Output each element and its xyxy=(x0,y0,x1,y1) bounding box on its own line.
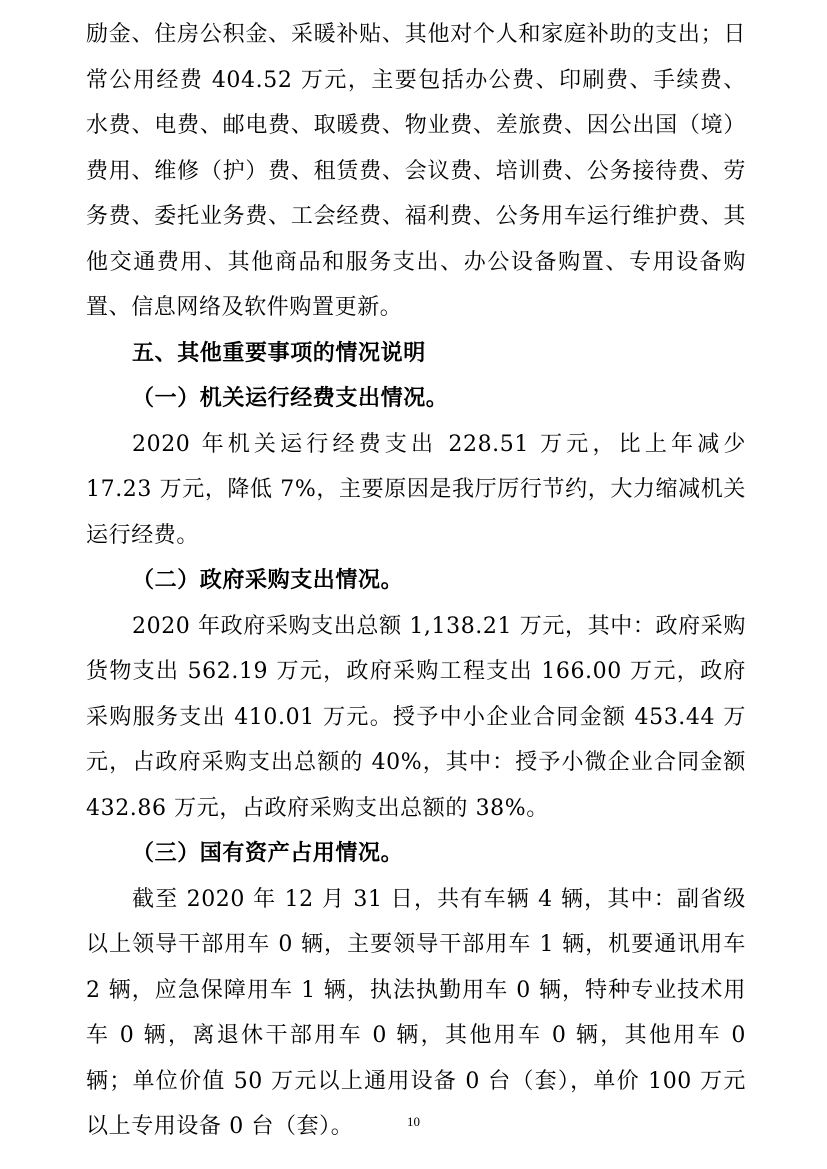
subsection-one-heading: （一）机关运行经费支出情况。 xyxy=(132,385,449,411)
subsection-two-heading: （二）政府采购支出情况。 xyxy=(132,567,404,593)
subsection-three-heading: （三）国有资产占用情况。 xyxy=(132,840,404,866)
subsection-three-paragraph: 截至 2020 年 12 月 31 日，共有车辆 4 辆，其中：副省级以上领导干部用车 0 辆，主要领导干部用车 1 辆，机要通讯用车 2 辆，应急保障用车 1 辆，执法执勤用车 0 辆，特种专业技术用车 0 辆，离退休干部用车 0 辆，其他用车 0 辆，其他用车 0 辆；单位价值 50 万元以上通用设备 0 台（套），单价 100 万元以上专用设备 0 台（套）。 xyxy=(86,886,746,1139)
page-number: 10 xyxy=(407,1114,420,1129)
continued-paragraph: 励金、住房公积金、采暖补贴、其他对个人和家庭补助的支出；日常公用经费 404.52 万元，主要包括办公费、印刷费、手续费、水费、电费、邮电费、取暖费、物业费、差旅费、因公出国（境）费用、维修（护）费、租赁费、会议费、培训费、公务接待费、劳务费、委托业务费、工会经费、福利费、公务用车运行维护费、其他交通费用、其他商品和服务支出、办公设备购置、专用设备购置、信息网络及软件购置更新。 xyxy=(86,22,746,320)
subsection-one-paragraph: 2020 年机关运行经费支出 228.51 万元，比上年减少 17.23 万元，降低 7%，主要原因是我厅厉行节约，大力缩减机关运行经费。 xyxy=(86,431,746,548)
subsection-two-paragraph: 2020 年政府采购支出总额 1,138.21 万元，其中：政府采购货物支出 562.19 万元，政府采购工程支出 166.00 万元，政府采购服务支出 410.01 万元。授予中小企业合同金额 453.44 万元，占政府采购支出总额的 40%，其中：授予小微企业合同金额 432.86 万元，占政府采购支出总额的 38%。 xyxy=(86,613,746,821)
document-body xyxy=(86,12,746,1150)
section-five-heading: 五、其他重要事项的情况说明 xyxy=(132,339,426,366)
